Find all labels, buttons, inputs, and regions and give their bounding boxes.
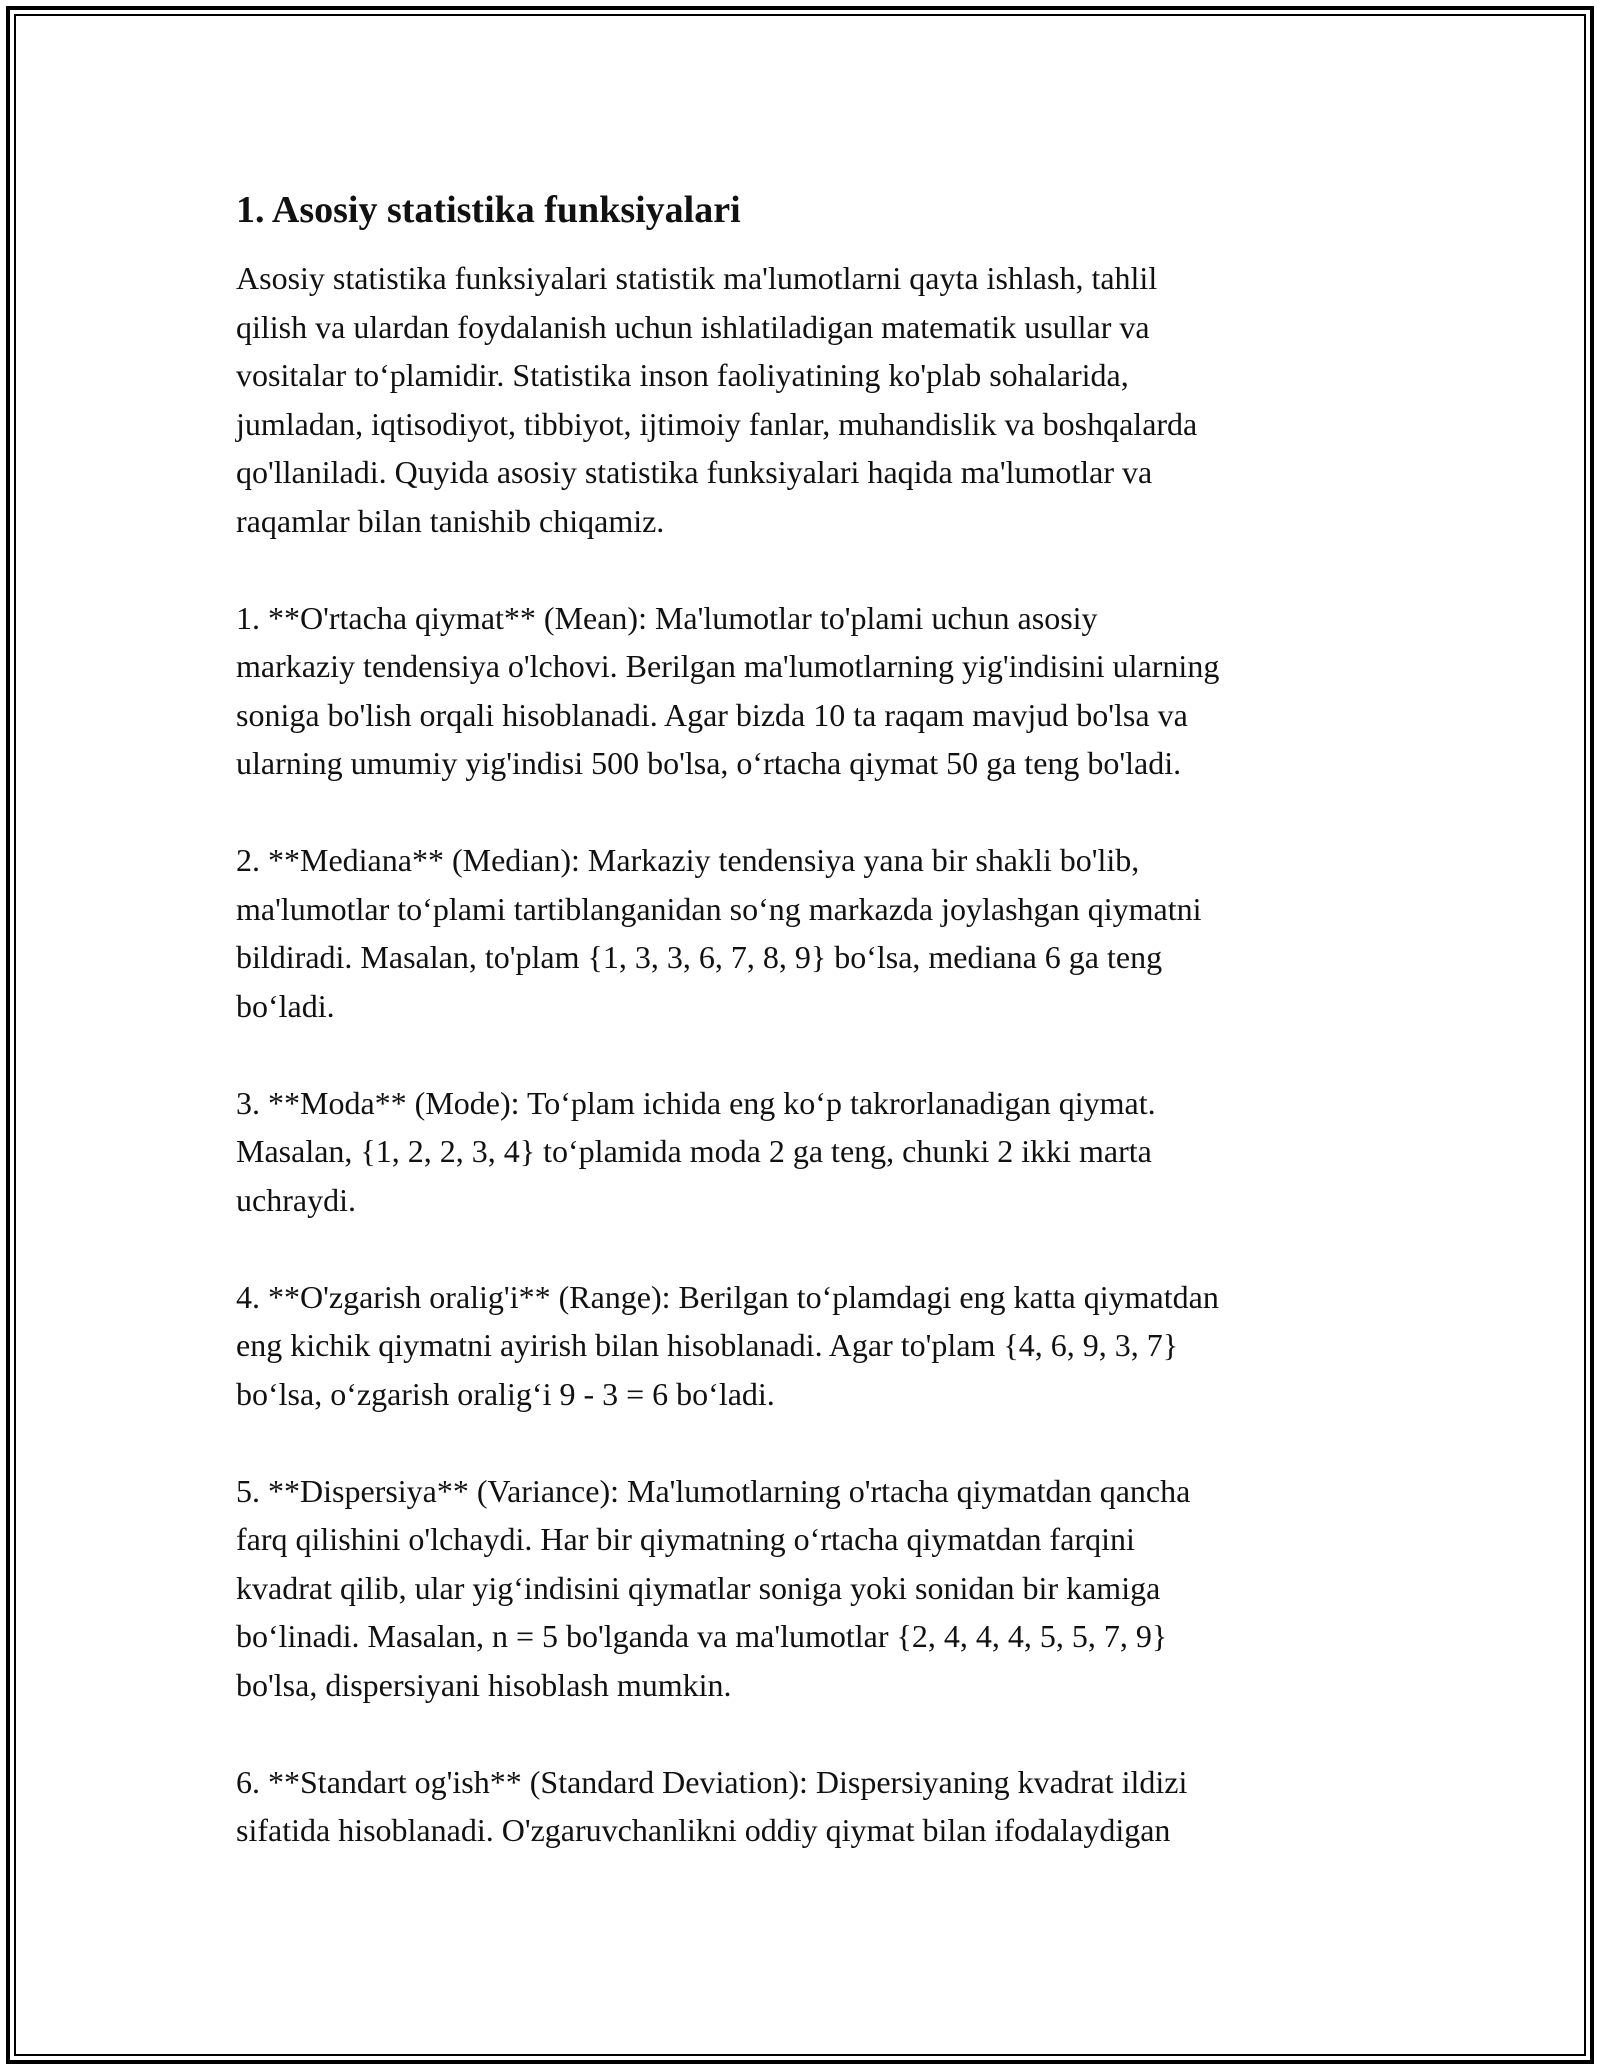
paragraph-line: bo‘linadi. Masalan, n = 5 bo'lganda va ma'lumotlar {2, 4, 4, 4, 5, 5, 7, 9} [236,1618,1168,1654]
intro-paragraph [236,254,1396,545]
variance-paragraph [236,1467,1396,1710]
paragraph-line: qo'llaniladi. Quyida asosiy statistika funksiyalari haqida ma'lumotlar va [236,454,1153,490]
paragraph-line: raqamlar bilan tanishib chiqamiz. [236,502,665,539]
paragraph-line: markaziy tendensiya o'lchovi. Berilgan ma'lumotlarning yig'indisini ularning [236,648,1220,684]
paragraph-line: jumladan, iqtisodiyot, tibbiyot, ijtimoiy fanlar, muhandislik va boshqalarda [236,405,1198,442]
paragraph-line: kvadrat qilib, ular yig‘indisini qiymatlar soniga yoki sonidan bir kamiga [236,1569,1161,1606]
paragraph-line: farq qilishini o'lchaydi. Har bir qiymatning o‘rtacha qiymatdan farqini [236,1521,1135,1557]
document-title: 1. Asosiy statistika funksiyalari [236,189,741,231]
median-paragraph [236,836,1396,1030]
paragraph-line: Masalan, {1, 2, 2, 3, 4} to‘plamida moda 2 ga teng, chunki 2 ikki marta [236,1133,1152,1169]
std-deviation-paragraph [236,1758,1396,1855]
paragraph-line: bo‘ladi. [236,987,335,1024]
paragraph-line: uchraydi. [236,1181,356,1218]
paragraph-line: vositalar to‘plamidir. Statistika inson faoliyatining ko'plab sohalarida, [236,357,1129,393]
paragraph-line: soniga bo'lish orqali hisoblanadi. Agar bizda 10 ta raqam mavjud bo'lsa va [236,696,1188,733]
paragraph-line: bildiradi. Masalan, to'plam {1, 3, 3, 6, 7, 8, 9} bo‘lsa, mediana 6 ga teng [236,939,1163,975]
mean-paragraph [236,594,1396,788]
paragraph-line: ularning umumiy yig'indisi 500 bo'lsa, o‘rtacha qiymat 50 ga teng bo'ladi. [236,745,1182,781]
mode-paragraph [236,1079,1396,1225]
paragraph-line: eng kichik qiymatni ayirish bilan hisoblanadi. Agar to'plam {4, 6, 9, 3, 7} [236,1327,1179,1363]
paragraph-line: bo'lsa, dispersiyani hisoblash mumkin. [236,1666,732,1703]
paragraph-line: Asosiy statistika funksiyalari statistik ma'lumotlarni qayta ishlash, tahlil [236,260,1158,296]
paragraph-line: bo‘lsa, o‘zgarish oralig‘i 9 - 3 = 6 bo‘ladi. [236,1375,775,1412]
document-page [236,186,1396,1903]
paragraph-line: 2. **Mediana** (Median): Markaziy tendensiya yana bir shakli bo'lib, [236,842,1140,878]
paragraph-line: 6. **Standart og'ish** (Standard Deviation): Dispersiyaning kvadrat ildizi [236,1763,1188,1800]
paragraph-line: sifatida hisoblanadi. O'zgaruvchanlikni oddiy qiymat bilan ifodalaydigan [236,1812,1171,1848]
paragraph-line: qilish va ulardan foydalanish uchun ishlatiladigan matematik usullar va [236,308,1150,345]
range-paragraph [236,1273,1396,1419]
paragraph-line: 1. **O'rtacha qiymat** (Mean): Ma'lumotlar to'plami uchun asosiy [236,599,1098,636]
paragraph-line: 3. **Moda** (Mode): To‘plam ichida eng ko‘p takrorlanadigan qiymat. [236,1084,1156,1121]
paragraph-line: 5. **Dispersiya** (Variance): Ma'lumotlarning o'rtacha qiymatdan qancha [236,1472,1191,1509]
paragraph-line: 4. **O'zgarish oralig'i** (Range): Berilgan to‘plamdagi eng katta qiymatdan [236,1278,1219,1315]
paragraph-line: ma'lumotlar to‘plami tartiblanganidan so‘ng markazda joylashgan qiymatni [236,890,1202,927]
